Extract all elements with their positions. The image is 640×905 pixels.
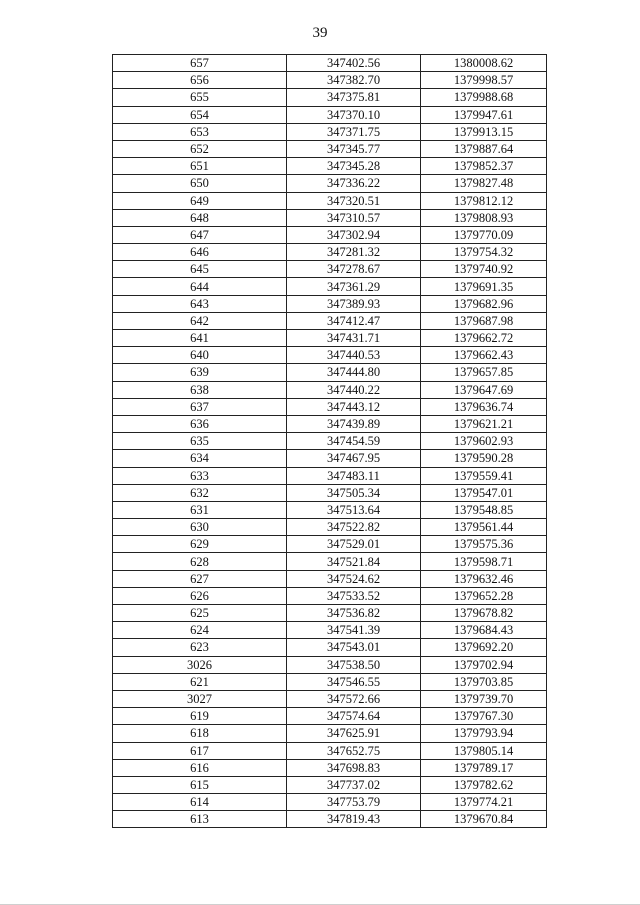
y-coordinate-cell: 1379740.92 xyxy=(421,261,547,278)
table-row xyxy=(113,398,547,415)
x-coordinate-cell: 347440.53 xyxy=(287,347,421,364)
x-coordinate-cell: 347370.10 xyxy=(287,106,421,123)
x-coordinate-cell: 347543.01 xyxy=(287,639,421,656)
y-coordinate-cell: 1379782.62 xyxy=(421,776,547,793)
x-coordinate-cell: 347454.59 xyxy=(287,433,421,450)
point-number-cell: 647 xyxy=(113,226,287,243)
table-row xyxy=(113,639,547,656)
table-row xyxy=(113,106,547,123)
table-row xyxy=(113,656,547,673)
table-row xyxy=(113,140,547,157)
point-number-cell: 623 xyxy=(113,639,287,656)
x-coordinate-cell: 347375.81 xyxy=(287,89,421,106)
x-coordinate-cell: 347467.95 xyxy=(287,450,421,467)
x-coordinate-cell: 347753.79 xyxy=(287,794,421,811)
point-number-cell: 618 xyxy=(113,725,287,742)
point-number-cell: 631 xyxy=(113,501,287,518)
point-number-cell: 613 xyxy=(113,811,287,828)
y-coordinate-cell: 1379789.17 xyxy=(421,759,547,776)
point-number-cell: 632 xyxy=(113,484,287,501)
table-row xyxy=(113,811,547,828)
table-row xyxy=(113,158,547,175)
table-row xyxy=(113,742,547,759)
point-number-cell: 633 xyxy=(113,467,287,484)
page-number: 39 xyxy=(312,25,328,41)
point-number-cell: 639 xyxy=(113,364,287,381)
table-row xyxy=(113,673,547,690)
table-row xyxy=(113,690,547,707)
table-row xyxy=(113,776,547,793)
y-coordinate-cell: 1379767.30 xyxy=(421,708,547,725)
x-coordinate-cell: 347336.22 xyxy=(287,175,421,192)
x-coordinate-cell: 347278.67 xyxy=(287,261,421,278)
point-number-cell: 616 xyxy=(113,759,287,776)
table-row xyxy=(113,708,547,725)
point-number-cell: 654 xyxy=(113,106,287,123)
table-row xyxy=(113,415,547,432)
y-coordinate-cell: 1379947.61 xyxy=(421,106,547,123)
table-row xyxy=(113,433,547,450)
table-row xyxy=(113,89,547,106)
x-coordinate-cell: 347320.51 xyxy=(287,192,421,209)
point-number-cell: 642 xyxy=(113,312,287,329)
y-coordinate-cell: 1379575.36 xyxy=(421,536,547,553)
table-row xyxy=(113,226,547,243)
point-number-cell: 627 xyxy=(113,570,287,587)
point-number-cell: 646 xyxy=(113,244,287,261)
point-number-cell: 638 xyxy=(113,381,287,398)
y-coordinate-cell: 1379988.68 xyxy=(421,89,547,106)
x-coordinate-cell: 347444.80 xyxy=(287,364,421,381)
x-coordinate-cell: 347819.43 xyxy=(287,811,421,828)
table-row xyxy=(113,587,547,604)
table-row xyxy=(113,295,547,312)
x-coordinate-cell: 347345.77 xyxy=(287,140,421,157)
y-coordinate-cell: 1379561.44 xyxy=(421,519,547,536)
y-coordinate-cell: 1379852.37 xyxy=(421,158,547,175)
table-row xyxy=(113,622,547,639)
y-coordinate-cell: 1379692.20 xyxy=(421,639,547,656)
point-number-cell: 640 xyxy=(113,347,287,364)
point-number-cell: 615 xyxy=(113,776,287,793)
y-coordinate-cell: 1379559.41 xyxy=(421,467,547,484)
point-number-cell: 649 xyxy=(113,192,287,209)
y-coordinate-cell: 1379647.69 xyxy=(421,381,547,398)
x-coordinate-cell: 347698.83 xyxy=(287,759,421,776)
point-number-cell: 629 xyxy=(113,536,287,553)
x-coordinate-cell: 347541.39 xyxy=(287,622,421,639)
y-coordinate-cell: 1379678.82 xyxy=(421,605,547,622)
x-coordinate-cell: 347533.52 xyxy=(287,587,421,604)
table-row xyxy=(113,759,547,776)
point-number-cell: 3026 xyxy=(113,656,287,673)
x-coordinate-cell: 347625.91 xyxy=(287,725,421,742)
table-row xyxy=(113,278,547,295)
point-number-cell: 626 xyxy=(113,587,287,604)
y-coordinate-cell: 1379621.21 xyxy=(421,415,547,432)
point-number-cell: 656 xyxy=(113,72,287,89)
point-number-cell: 653 xyxy=(113,123,287,140)
y-coordinate-cell: 1379602.93 xyxy=(421,433,547,450)
y-coordinate-cell: 1379662.72 xyxy=(421,330,547,347)
y-coordinate-cell: 1379636.74 xyxy=(421,398,547,415)
y-coordinate-cell: 1379739.70 xyxy=(421,690,547,707)
x-coordinate-cell: 347652.75 xyxy=(287,742,421,759)
table-row xyxy=(113,175,547,192)
y-coordinate-cell: 1379887.64 xyxy=(421,140,547,157)
y-coordinate-cell: 1379670.84 xyxy=(421,811,547,828)
coordinates-table xyxy=(112,54,547,828)
table-row xyxy=(113,553,547,570)
x-coordinate-cell: 347574.64 xyxy=(287,708,421,725)
table-row xyxy=(113,330,547,347)
y-coordinate-cell: 1379812.12 xyxy=(421,192,547,209)
y-coordinate-cell: 1379913.15 xyxy=(421,123,547,140)
table-row xyxy=(113,55,547,72)
table-row xyxy=(113,312,547,329)
y-coordinate-cell: 1379793.94 xyxy=(421,725,547,742)
x-coordinate-cell: 347310.57 xyxy=(287,209,421,226)
x-coordinate-cell: 347521.84 xyxy=(287,553,421,570)
y-coordinate-cell: 1380008.62 xyxy=(421,55,547,72)
table-row xyxy=(113,725,547,742)
table-row xyxy=(113,192,547,209)
y-coordinate-cell: 1379770.09 xyxy=(421,226,547,243)
point-number-cell: 641 xyxy=(113,330,287,347)
point-number-cell: 644 xyxy=(113,278,287,295)
table-row xyxy=(113,570,547,587)
point-number-cell: 625 xyxy=(113,605,287,622)
y-coordinate-cell: 1379632.46 xyxy=(421,570,547,587)
point-number-cell: 657 xyxy=(113,55,287,72)
point-number-cell: 624 xyxy=(113,622,287,639)
table-row xyxy=(113,484,547,501)
x-coordinate-cell: 347440.22 xyxy=(287,381,421,398)
x-coordinate-cell: 347302.94 xyxy=(287,226,421,243)
table-row xyxy=(113,347,547,364)
point-number-cell: 652 xyxy=(113,140,287,157)
y-coordinate-cell: 1379652.28 xyxy=(421,587,547,604)
point-number-cell: 3027 xyxy=(113,690,287,707)
table-row xyxy=(113,450,547,467)
y-coordinate-cell: 1379657.85 xyxy=(421,364,547,381)
y-coordinate-cell: 1379691.35 xyxy=(421,278,547,295)
table-row xyxy=(113,501,547,518)
x-coordinate-cell: 347524.62 xyxy=(287,570,421,587)
y-coordinate-cell: 1379774.21 xyxy=(421,794,547,811)
point-number-cell: 655 xyxy=(113,89,287,106)
x-coordinate-cell: 347538.50 xyxy=(287,656,421,673)
x-coordinate-cell: 347443.12 xyxy=(287,398,421,415)
x-coordinate-cell: 347483.11 xyxy=(287,467,421,484)
y-coordinate-cell: 1379703.85 xyxy=(421,673,547,690)
y-coordinate-cell: 1379682.96 xyxy=(421,295,547,312)
point-number-cell: 636 xyxy=(113,415,287,432)
y-coordinate-cell: 1379598.71 xyxy=(421,553,547,570)
point-number-cell: 628 xyxy=(113,553,287,570)
x-coordinate-cell: 347431.71 xyxy=(287,330,421,347)
table-row xyxy=(113,261,547,278)
x-coordinate-cell: 347345.28 xyxy=(287,158,421,175)
table-row xyxy=(113,381,547,398)
point-number-cell: 650 xyxy=(113,175,287,192)
y-coordinate-cell: 1379702.94 xyxy=(421,656,547,673)
table-row xyxy=(113,244,547,261)
table-row xyxy=(113,209,547,226)
y-coordinate-cell: 1379808.93 xyxy=(421,209,547,226)
x-coordinate-cell: 347546.55 xyxy=(287,673,421,690)
y-coordinate-cell: 1379547.01 xyxy=(421,484,547,501)
x-coordinate-cell: 347371.75 xyxy=(287,123,421,140)
x-coordinate-cell: 347412.47 xyxy=(287,312,421,329)
x-coordinate-cell: 347389.93 xyxy=(287,295,421,312)
y-coordinate-cell: 1379662.43 xyxy=(421,347,547,364)
table-row xyxy=(113,519,547,536)
table-row xyxy=(113,467,547,484)
point-number-cell: 645 xyxy=(113,261,287,278)
point-number-cell: 617 xyxy=(113,742,287,759)
point-number-cell: 643 xyxy=(113,295,287,312)
point-number-cell: 637 xyxy=(113,398,287,415)
y-coordinate-cell: 1379684.43 xyxy=(421,622,547,639)
table-row xyxy=(113,364,547,381)
table-row xyxy=(113,536,547,553)
x-coordinate-cell: 347522.82 xyxy=(287,519,421,536)
x-coordinate-cell: 347382.70 xyxy=(287,72,421,89)
x-coordinate-cell: 347281.32 xyxy=(287,244,421,261)
point-number-cell: 634 xyxy=(113,450,287,467)
point-number-cell: 635 xyxy=(113,433,287,450)
x-coordinate-cell: 347536.82 xyxy=(287,605,421,622)
x-coordinate-cell: 347513.64 xyxy=(287,501,421,518)
table-row xyxy=(113,123,547,140)
y-coordinate-cell: 1379754.32 xyxy=(421,244,547,261)
x-coordinate-cell: 347402.56 xyxy=(287,55,421,72)
x-coordinate-cell: 347529.01 xyxy=(287,536,421,553)
y-coordinate-cell: 1379998.57 xyxy=(421,72,547,89)
point-number-cell: 630 xyxy=(113,519,287,536)
point-number-cell: 648 xyxy=(113,209,287,226)
point-number-cell: 651 xyxy=(113,158,287,175)
table-row xyxy=(113,605,547,622)
y-coordinate-cell: 1379590.28 xyxy=(421,450,547,467)
point-number-cell: 621 xyxy=(113,673,287,690)
point-number-cell: 619 xyxy=(113,708,287,725)
x-coordinate-cell: 347737.02 xyxy=(287,776,421,793)
x-coordinate-cell: 347572.66 xyxy=(287,690,421,707)
x-coordinate-cell: 347505.34 xyxy=(287,484,421,501)
y-coordinate-cell: 1379805.14 xyxy=(421,742,547,759)
x-coordinate-cell: 347361.29 xyxy=(287,278,421,295)
y-coordinate-cell: 1379827.48 xyxy=(421,175,547,192)
coordinates-table-body xyxy=(113,55,547,828)
x-coordinate-cell: 347439.89 xyxy=(287,415,421,432)
y-coordinate-cell: 1379548.85 xyxy=(421,501,547,518)
table-row xyxy=(113,72,547,89)
y-coordinate-cell: 1379687.98 xyxy=(421,312,547,329)
point-number-cell: 614 xyxy=(113,794,287,811)
table-row xyxy=(113,794,547,811)
